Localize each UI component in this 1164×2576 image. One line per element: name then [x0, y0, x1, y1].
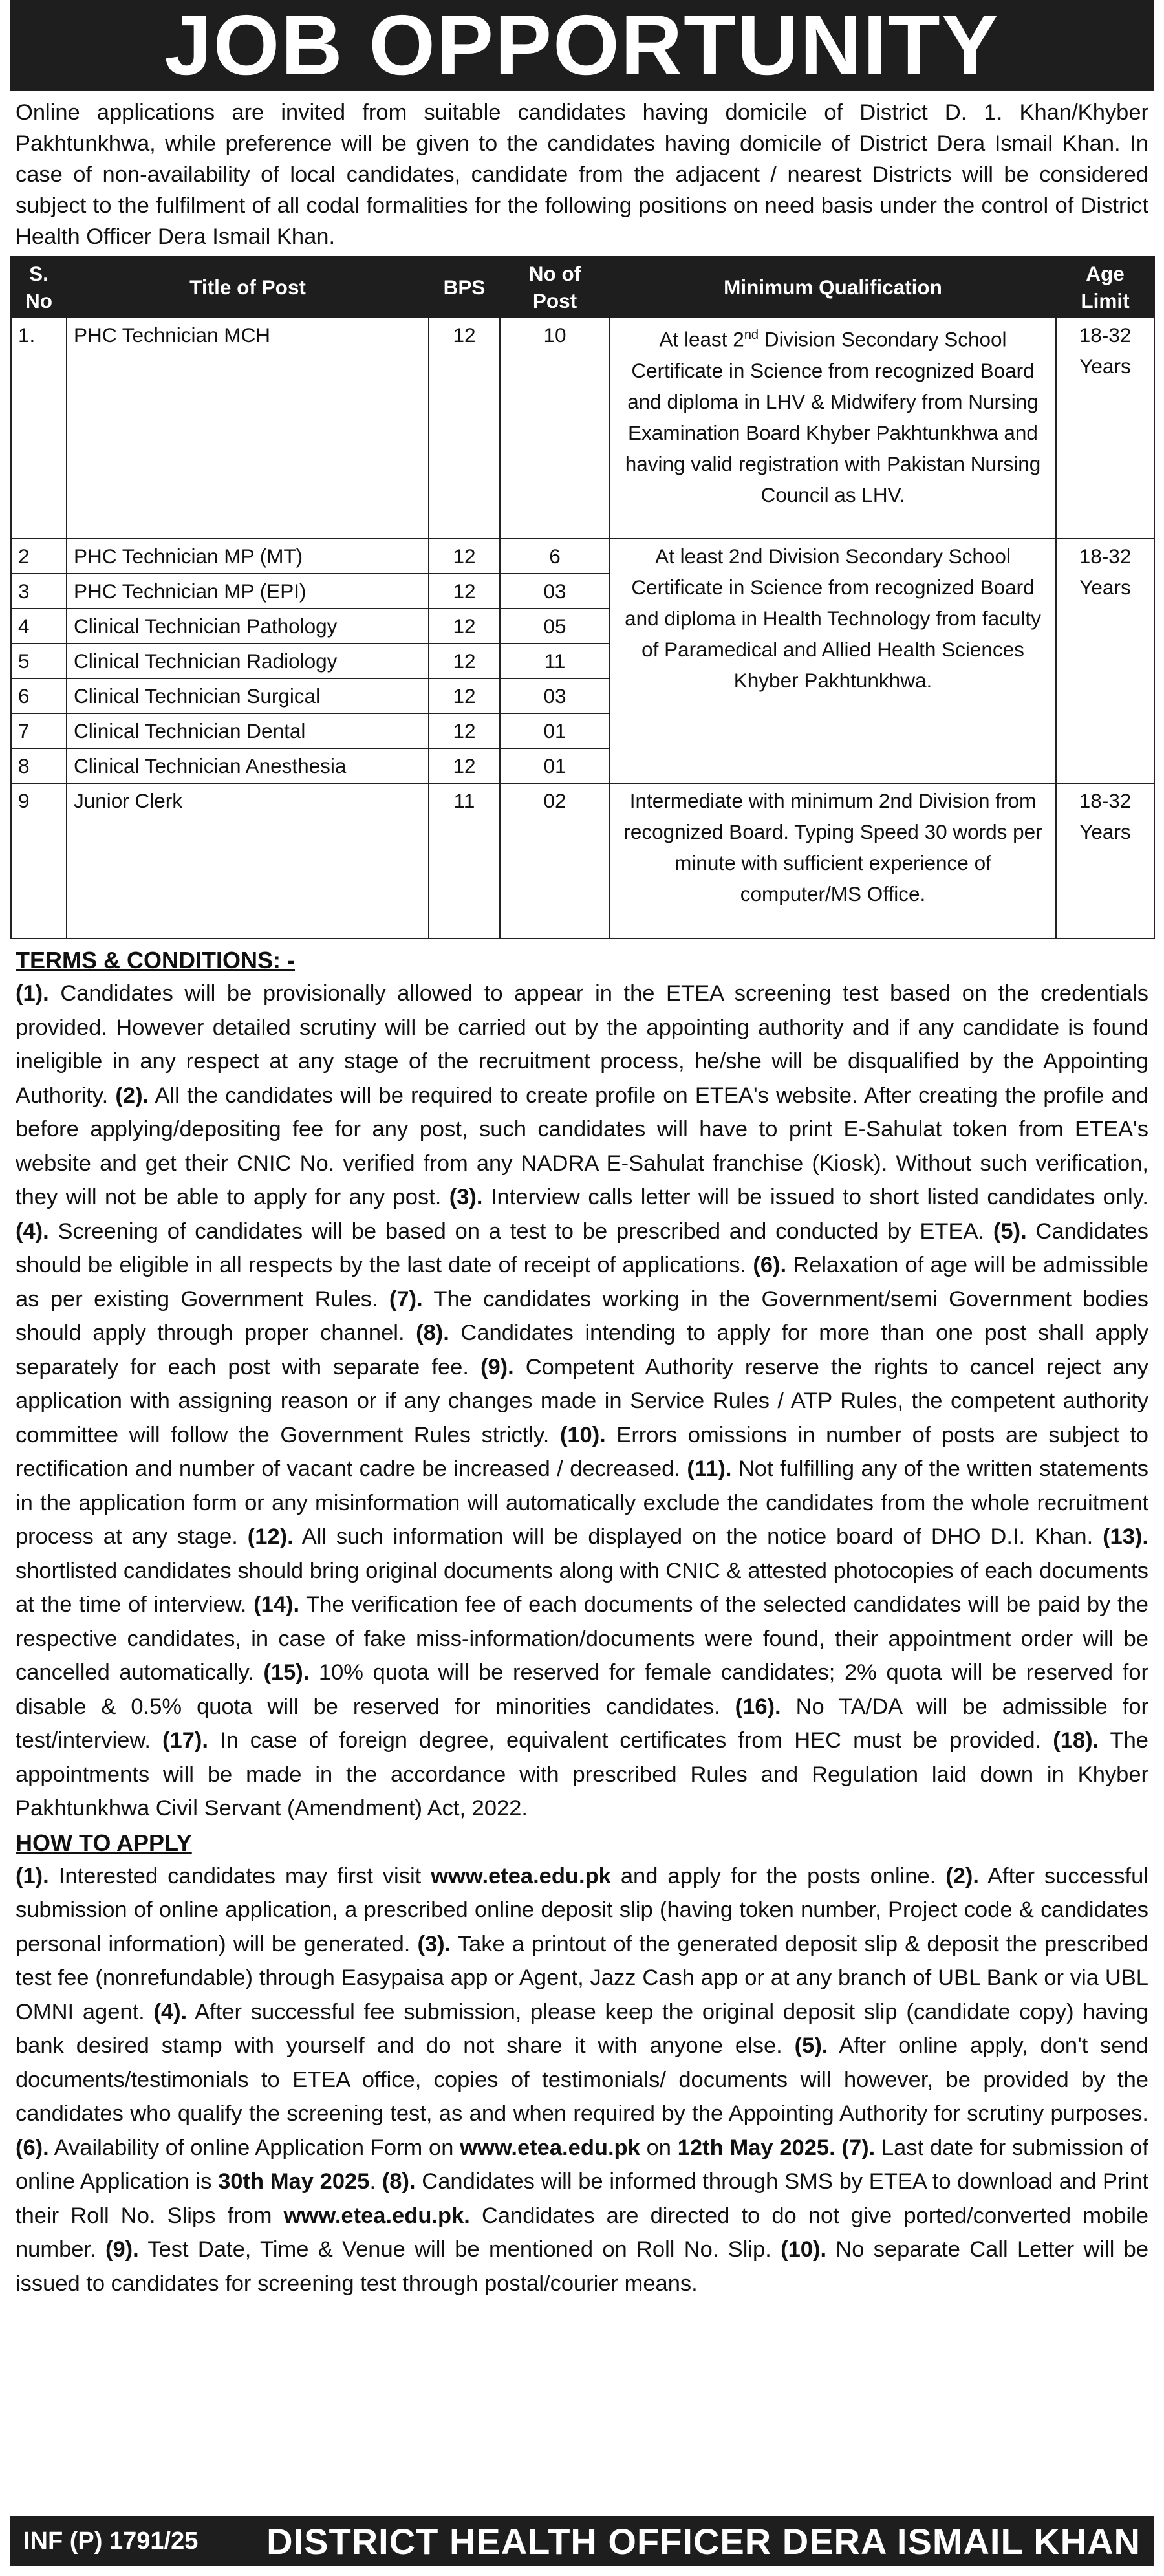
last-date: 30th May 2025 — [218, 2169, 370, 2194]
intro-paragraph: Online applications are invited from suitable candidates having domicile of District D. 1. Khan/Khyber Pakhtunkhwa, while preference will be given to the candidates having domicile of District Dera Ismail Khan. In case of non-availability of local candidates, candidate from the adjacent / nearest Districts will be considered subject to the fulfilment of all codal formalities for the following positions on need basis under the control of District Health Officer Dera Ismail Khan. — [16, 100, 1148, 249]
age-unit: Years — [1079, 354, 1131, 378]
term-text: Competent Authority reserve the rights to cancel reject any application with assigning reason or if any changes made in Service Rules / ATP Rules, the competent authority committee will follow the Government Rules strictly. — [16, 1354, 1148, 1447]
term-number: (4). — [16, 1218, 49, 1244]
header-bps: BPS — [429, 257, 500, 318]
reference-number: INF (P) 1791/25 — [23, 2527, 199, 2555]
step-number: (6). — [16, 2135, 49, 2160]
step-number: (5). — [794, 2033, 828, 2058]
ordinal-suffix: nd — [744, 328, 759, 342]
apply-title: HOW TO APPLY — [16, 1829, 192, 1856]
term-number: (15). — [263, 1660, 310, 1685]
cell-sno: 1. — [11, 318, 67, 539]
cell-title: PHC Technician MP (EPI) — [67, 574, 429, 609]
term-number: (17). — [162, 1728, 208, 1753]
step-text: Candidates are directed to do not give ported/converted mobile number. — [16, 2203, 1148, 2262]
cell-sno: 7 — [11, 713, 67, 748]
step-text: Take a printout of the generated deposit slip & deposit the prescribed test fee (nonrefundable) through Easypaisa app or Agent, Jazz Cash app or at any branch of UBL Bank or via UBL OMNI agent. — [16, 1931, 1148, 2024]
table-row — [11, 318, 1154, 539]
step-text: on — [640, 2135, 678, 2160]
advertisement-page — [10, 0, 1154, 2576]
term-number: (5). — [993, 1218, 1027, 1244]
cell-qualification: Intermediate with minimum 2nd Division from recognized Board. Typing Speed 30 words per minute with sufficient experience of computer/MS Office. — [610, 783, 1056, 938]
term-number: (14). — [253, 1592, 300, 1617]
term-text: Screening of candidates will be based on a test to be prescribed and conducted by ETEA. — [48, 1218, 993, 1244]
header-qualification: Minimum Qualification — [610, 257, 1056, 318]
jobs-table — [10, 256, 1155, 939]
cell-age — [1056, 318, 1154, 539]
age-unit: Years — [1079, 820, 1131, 843]
apply-paragraph — [10, 1859, 1154, 2301]
header-title: Title of Post — [67, 257, 429, 318]
term-text: In case of foreign degree, equivalent certificates from HEC must be provided. — [208, 1728, 1053, 1753]
term-number: (12). — [247, 1524, 294, 1549]
cell-bps: 12 — [429, 644, 500, 678]
term-text: Errors omissions in number of posts are subject to rectification and number of vacant cadre be increased / decreased. — [16, 1422, 1148, 1481]
cell-sno: 6 — [11, 678, 67, 713]
table-row — [11, 539, 1154, 574]
cell-qualification: At least 2nd Division Secondary School Certificate in Science from recognized Board and diploma in Health Technology from faculty of Paramedical and Allied Health Sciences Khyber Pakhtunkhwa. — [610, 539, 1056, 783]
term-number: (13). — [1103, 1524, 1148, 1549]
term-text: All such information will be displayed on the notice board of DHO D.I. Khan. — [293, 1524, 1103, 1549]
terms-paragraph — [10, 977, 1154, 1826]
term-number: (11). — [687, 1456, 732, 1481]
term-text: The candidates working in the Government/semi Government bodies should apply through proper channel. — [16, 1286, 1148, 1345]
term-text: 10% quota will be reserved for female candidates; 2% quota will be reserved for disable & 0.5% quota will be reserved for minorities candidates. — [16, 1660, 1148, 1719]
step-text: . — [369, 2169, 382, 2194]
step-number: (9). — [105, 2237, 139, 2262]
terms-title: TERMS & CONDITIONS: - — [16, 947, 295, 973]
cell-bps: 12 — [429, 678, 500, 713]
website-link[interactable]: www.etea.edu.pk — [431, 1863, 611, 1889]
website-link[interactable]: www.etea.edu.pk. — [283, 2203, 470, 2228]
step-number: (2). — [945, 1863, 979, 1889]
header-posts: No of Post — [500, 257, 610, 318]
term-text: Not fulfilling any of the written statements in the application form or any misinformation will automatically exclude the candidates from the whole recruitment process at any stage. — [16, 1456, 1148, 1549]
term-text: Candidates intending to apply for more than one post shall apply separately for each post with separate fee. — [16, 1321, 1148, 1380]
cell-sno: 5 — [11, 644, 67, 678]
step-text: After successful submission of online application, a prescribed online deposit slip (having token number, Project code & candidates personal information) will be generated. — [16, 1863, 1148, 1956]
cell-bps: 12 — [429, 748, 500, 783]
cell-title: Clinical Technician Pathology — [67, 609, 429, 644]
term-text: The appointments will be made in the accordance with prescribed Rules and Regulation laid down in Khyber Pakhtunkhwa Civil Servant (Amendment) Act, 2022. — [16, 1728, 1148, 1821]
term-number: (3). — [449, 1185, 483, 1209]
cell-posts: 01 — [500, 748, 610, 783]
cell-title: PHC Technician MCH — [67, 318, 429, 539]
term-number: (18). — [1053, 1728, 1099, 1753]
step-text: Last date for submission of online Application is — [16, 2135, 1149, 2194]
cell-title: Clinical Technician Radiology — [67, 644, 429, 678]
qualification-text: At least 2 — [659, 327, 744, 351]
open-date: 12th May 2025. — [677, 2135, 842, 2160]
term-text: No TA/DA will be admissible for test/interview. — [16, 1694, 1148, 1753]
cell-title: PHC Technician MP (MT) — [67, 539, 429, 574]
age-range: 18-32 — [1079, 789, 1132, 812]
cell-sno: 4 — [11, 609, 67, 644]
step-text: Interested candidates may first visit — [48, 1863, 431, 1889]
cell-bps: 12 — [429, 539, 500, 574]
step-number: (8). — [382, 2169, 416, 2194]
step-number: (1). — [16, 1863, 49, 1889]
footer-bar — [10, 2516, 1154, 2566]
term-number: (7). — [389, 1286, 423, 1312]
term-text: All the candidates will be required to create profile on ETEA's website. After creating the profile and before applying/depositing fee for any post, such candidates will have to print E-Sahulat token from ETEA's website and get their CNIC No. verified from any NADRA E-Sahulat franchise (Kiosk). Without such verification, they will not be able to apply for any post. — [16, 1083, 1149, 1209]
cell-bps: 12 — [429, 318, 500, 539]
cell-sno: 2 — [11, 539, 67, 574]
cell-title: Junior Clerk — [67, 783, 429, 938]
term-number: (1). — [16, 981, 49, 1006]
cell-posts: 03 — [500, 574, 610, 609]
cell-bps: 12 — [429, 609, 500, 644]
step-text: After online apply, don't send documents/testimonials to ETEA office, copies of testimonials/ documents will however, be provided by the candidates who qualify the screening test, as and when required by the Appointing Authority for scrutiny purposes. — [16, 2033, 1148, 2126]
step-text: Availability of online Application Form on — [48, 2135, 460, 2160]
age-unit: Years — [1079, 576, 1131, 599]
qualification-text: Division Secondary School Certificate in Science from recognized Board and diploma in LHV & Midwifery from Nursing Examination Board Khyber Pakhtunkhwa and having valid registration with Pakistan Nursing Council as LHV. — [625, 327, 1041, 506]
term-number: (8). — [416, 1321, 449, 1345]
cell-sno: 8 — [11, 748, 67, 783]
step-text: No separate Call Letter will be issued to candidates for screening test through postal/courier means. — [16, 2237, 1149, 2296]
cell-title: Clinical Technician Dental — [67, 713, 429, 748]
term-text: shortlisted candidates should bring original documents along with CNIC & attested photocopies of each documents at the time of interview. — [16, 1558, 1148, 1617]
term-text: Candidates will be provisionally allowed to appear in the ETEA screening test based on the credentials provided. However detailed scrutiny will be carried out by the appointing authority and if any candidate is found ineligible in any respect at any stage of the recruitment process, he/she will be disqualified by the Appointing Authority. — [16, 981, 1148, 1108]
step-text: Candidates will be informed through SMS by ETEA to download and Print their Roll No. Slips from — [16, 2169, 1148, 2228]
term-number: (10). — [559, 1422, 606, 1447]
cell-age — [1056, 783, 1154, 938]
website-link[interactable]: www.etea.edu.pk — [460, 2135, 640, 2160]
cell-bps: 11 — [429, 783, 500, 938]
step-text: Test Date, Time & Venue will be mentioned on Roll No. Slip. — [138, 2237, 781, 2262]
term-text: Relaxation of age will be admissible as per existing Government Rules. — [16, 1253, 1148, 1312]
page-title: JOB OPPORTUNITY — [10, 0, 1154, 91]
cell-age — [1056, 539, 1154, 783]
term-number: (6). — [753, 1253, 787, 1277]
cell-posts: 05 — [500, 609, 610, 644]
term-text: The verification fee of each documents of the selected candidates will be paid by the respective candidates, in case of fake miss-information/documents were found, their appointment order will be cancelled automatically. — [16, 1592, 1148, 1685]
step-number: (4). — [153, 1999, 188, 2024]
cell-bps: 12 — [429, 574, 500, 609]
cell-bps: 12 — [429, 713, 500, 748]
cell-posts: 01 — [500, 713, 610, 748]
age-range: 18-32 — [1079, 545, 1132, 568]
term-number: (9). — [480, 1354, 514, 1380]
cell-title: Clinical Technician Surgical — [67, 678, 429, 713]
step-number: (7). — [841, 2135, 876, 2160]
step-text: and apply for the posts online. — [610, 1863, 946, 1889]
term-number: (2). — [115, 1083, 149, 1108]
step-text: After successful fee submission, please keep the original deposit slip (candidate copy) having bank desired stamp with yourself and do not share it with anyone else. — [16, 1999, 1148, 2058]
table-row — [11, 783, 1154, 938]
cell-posts: 6 — [500, 539, 610, 574]
header-age: Age Limit — [1056, 257, 1154, 318]
cell-posts: 03 — [500, 678, 610, 713]
table-header-row — [11, 257, 1154, 318]
cell-title: Clinical Technician Anesthesia — [67, 748, 429, 783]
cell-sno: 9 — [11, 783, 67, 938]
age-range: 18-32 — [1079, 323, 1132, 347]
term-text: Candidates should be eligible in all respects by the last date of receipt of applications. — [16, 1218, 1148, 1277]
cell-sno: 3 — [11, 574, 67, 609]
header-sno: S. No — [11, 257, 67, 318]
term-number: (16). — [735, 1694, 781, 1719]
issuing-office: DISTRICT HEALTH OFFICER DERA ISMAIL KHAN — [266, 2520, 1141, 2562]
cell-posts: 02 — [500, 783, 610, 938]
step-number: (3). — [417, 1931, 451, 1956]
cell-posts: 10 — [500, 318, 610, 539]
step-number: (10). — [781, 2237, 827, 2262]
cell-qualification — [610, 318, 1056, 539]
term-text: Interview calls letter will be issued to short listed candidates only. — [482, 1185, 1148, 1209]
cell-posts: 11 — [500, 644, 610, 678]
